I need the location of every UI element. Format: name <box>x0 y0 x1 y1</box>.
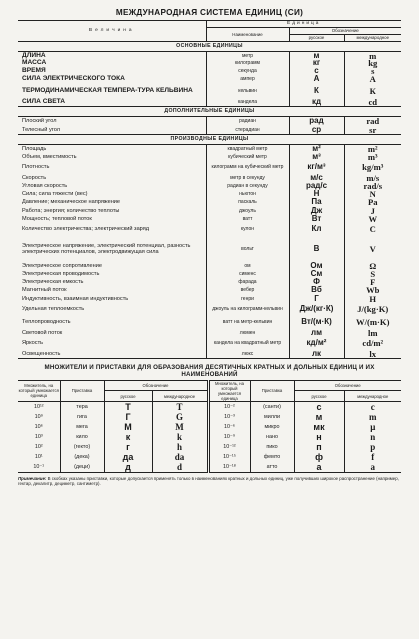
prefix-name: гига <box>60 412 104 422</box>
unit-symbol-russian: Вт <box>289 215 344 223</box>
prefix-symbol-russian: н <box>294 432 344 442</box>
prefix-symbol-international: p <box>344 442 401 452</box>
prefix-symbol-international: n <box>344 432 401 442</box>
unit-row <box>18 99 401 107</box>
unit-row <box>18 153 401 161</box>
prefix-symbol-russian: а <box>294 462 344 473</box>
unit-row <box>18 198 401 206</box>
unit-quantity: Давление; механическое напряжение <box>18 198 206 206</box>
footnote-label: Примечание: <box>18 475 47 481</box>
unit-quantity: Работа; энергия; количество теплоты <box>18 207 206 215</box>
header-russian: русское <box>289 35 344 42</box>
unit-row <box>18 303 401 316</box>
unit-quantity: Электрическое напряжение, электрический потенциал, разность электрических потенциалов, электродвижущая сила <box>18 236 206 262</box>
header-designation: Обозначение <box>289 28 401 35</box>
prefix-multiplier: 10⁹ <box>34 413 43 420</box>
prefix-symbol-international: G <box>152 412 208 422</box>
prefix-header-prefix-right: Приставка <box>250 380 294 401</box>
section-basic <box>18 42 401 52</box>
prefix-multiplier: 10⁻¹⁸ <box>208 462 250 473</box>
unit-symbol-international: Wb <box>366 285 380 296</box>
unit-symbol-russian: Кл <box>289 223 344 236</box>
unit-symbol-russian: м² <box>289 145 344 153</box>
unit-name: вебер <box>206 287 289 295</box>
unit-quantity: Электрическая емкость <box>18 278 206 286</box>
prefix-table <box>18 380 401 473</box>
unit-symbol-international: А <box>369 74 376 85</box>
prefix-symbol-russian: п <box>294 442 344 452</box>
unit-row <box>18 76 401 84</box>
unit-symbol-russian: См <box>289 270 344 278</box>
footnote-text: В скобках указаны приставки, которые допускается применять только в наименованиях кратных и дольных единиц, уже получивших широкое распространение (например, гектар, декалитр, дециметр, сантиметр). <box>18 475 399 487</box>
prefix-body <box>18 401 401 472</box>
unit-symbol-international: cd <box>368 97 378 108</box>
section-supplementary <box>18 107 401 117</box>
unit-name: кандела <box>206 99 289 107</box>
unit-row <box>18 337 401 350</box>
unit-symbol-russian: К <box>289 84 344 99</box>
prefix-symbol-international: Т <box>152 401 208 412</box>
unit-quantity: Плоский угол <box>18 117 206 126</box>
prefix-table-title: МНОЖИТЕЛИ И ПРИСТАВКИ ДЛЯ ОБРАЗОВАНИЯ ДЕСЯТИЧНЫХ КРАТНЫХ И ДОЛЬНЫХ ЕДИНИЦ И ИХ НАИМЕНОВАНИЙ <box>44 363 375 378</box>
unit-symbol-russian: Н <box>289 190 344 198</box>
unit-name: кубический метр <box>206 153 289 161</box>
unit-name: ватт <box>206 215 289 223</box>
unit-name: генри <box>206 295 289 303</box>
section-title: ПРОИЗВОДНЫЕ ЕДИНИЦЫ <box>18 135 401 145</box>
unit-symbol-international: F <box>370 277 376 288</box>
unit-symbol-international: rad <box>366 116 380 127</box>
unit-quantity: Скорость <box>18 174 206 182</box>
unit-row <box>18 126 401 135</box>
prefix-name: (гекто) <box>60 442 104 452</box>
unit-name: сименс <box>206 270 289 278</box>
unit-name: секунда <box>206 68 289 76</box>
unit-row <box>18 329 401 337</box>
unit-symbol-russian: кг <box>289 60 344 68</box>
unit-name: кандела на квадратный метр <box>206 337 289 350</box>
unit-row <box>18 350 401 358</box>
unit-quantity: Магнитный поток <box>18 287 206 295</box>
prefix-row <box>18 432 401 442</box>
unit-quantity: Электрическая проводимость <box>18 270 206 278</box>
unit-name: паскаль <box>206 198 289 206</box>
unit-row <box>18 117 401 126</box>
unit-symbol-international: Pa <box>367 197 378 208</box>
unit-symbol-russian: Вб <box>289 287 344 295</box>
unit-symbol-russian: кд/м² <box>289 337 344 350</box>
unit-name: ампер <box>206 76 289 84</box>
unit-symbol-russian: А <box>289 76 344 84</box>
unit-row <box>18 190 401 198</box>
unit-symbol-russian: Дж/(кг·К) <box>289 303 344 316</box>
unit-name: вольт <box>206 236 289 262</box>
prefix-symbol-international: f <box>344 452 401 462</box>
prefix-row <box>18 452 401 462</box>
unit-name: метр в секунду <box>206 174 289 182</box>
unit-symbol-russian: Дж <box>289 207 344 215</box>
unit-symbol-russian: Ом <box>289 262 344 270</box>
unit-quantity: Плотность <box>18 161 206 174</box>
unit-symbol-russian: м/с <box>289 174 344 182</box>
prefix-symbol-russian: г <box>104 442 152 452</box>
unit-row <box>18 84 401 99</box>
unit-symbol-russian: Г <box>289 295 344 303</box>
header-name: Наименование <box>206 28 289 42</box>
prefix-header-multiplier-right: Множитель, на который умножается единица <box>208 380 250 401</box>
si-units-table <box>18 20 401 359</box>
unit-row <box>18 68 401 76</box>
unit-symbol-international: J/(kg·K) <box>357 304 389 315</box>
prefix-name: нано <box>250 432 294 442</box>
unit-name: люкс <box>206 350 289 358</box>
prefix-header-designation-left: Обозначение <box>104 380 208 391</box>
unit-symbol-international: V <box>369 243 376 254</box>
unit-symbol-international: N <box>369 189 376 200</box>
prefix-multiplier: 10⁻⁶ <box>208 422 250 432</box>
unit-quantity: Электрическое сопротивление <box>18 262 206 270</box>
prefix-row <box>18 462 401 473</box>
prefix-name: мега <box>60 422 104 432</box>
unit-row <box>18 161 401 174</box>
prefix-multiplier: 10⁻⁹ <box>208 432 250 442</box>
unit-symbol-international: m² <box>367 143 378 154</box>
unit-symbol-international: Ω <box>369 260 377 271</box>
unit-quantity: Телесный угол <box>18 126 206 135</box>
footnote <box>18 476 401 487</box>
unit-symbol-international: lx <box>369 348 377 359</box>
unit-symbol-international: m³ <box>367 151 378 162</box>
prefix-header-prefix-left: Приставка <box>60 380 104 401</box>
prefix-row <box>18 422 401 432</box>
unit-symbol-russian: кг/м³ <box>289 161 344 174</box>
prefix-name: (дека) <box>60 452 104 462</box>
prefix-symbol-russian: с <box>294 401 344 412</box>
unit-name: ватт на метр-кельвин <box>206 316 289 329</box>
unit-name: метр <box>206 52 289 60</box>
unit-name: радиан в секунду <box>206 182 289 190</box>
unit-quantity: Угловая скорость <box>18 182 206 190</box>
unit-quantity: Удельная теплоемкость <box>18 303 206 316</box>
unit-symbol-international: sr <box>369 124 377 135</box>
prefix-symbol-international: h <box>152 442 208 452</box>
section-title: ОСНОВНЫЕ ЕДИНИЦЫ <box>18 42 401 52</box>
unit-symbol-international: kg <box>368 58 378 69</box>
unit-name: стерадиан <box>206 126 289 135</box>
prefix-name: тера <box>60 401 104 412</box>
unit-quantity: Площадь <box>18 145 206 153</box>
unit-quantity: Мощность; тепловой поток <box>18 215 206 223</box>
unit-name: джоуль <box>206 207 289 215</box>
unit-symbol-international: S <box>370 269 376 280</box>
unit-name: фарада <box>206 278 289 286</box>
prefix-symbol-russian: М <box>104 422 152 432</box>
unit-name: ньютон <box>206 190 289 198</box>
header-units: Единица <box>206 21 401 28</box>
unit-row <box>18 174 401 182</box>
unit-symbol-international: Н <box>369 293 377 304</box>
unit-row <box>18 182 401 190</box>
unit-symbol-international: kg/m³ <box>362 162 384 173</box>
unit-name: квадратный метр <box>206 145 289 153</box>
prefix-multiplier: 10¹ <box>34 453 43 460</box>
unit-symbol-international: К <box>369 85 376 96</box>
unit-quantity: СИЛА СВЕТА <box>18 99 206 107</box>
prefix-symbol-russian: мк <box>294 422 344 432</box>
unit-quantity: МАССА <box>18 60 206 68</box>
prefix-header-multiplier-left: Множитель, на который умножается единица <box>18 380 60 401</box>
prefix-multiplier: 10⁻¹ <box>33 463 45 470</box>
section-title: ДОПОЛНИТЕЛЬНЫЕ ЕДИНИЦЫ <box>18 107 401 117</box>
unit-quantity: ДЛИНА <box>18 52 206 60</box>
prefix-symbol-russian: Т <box>104 401 152 412</box>
unit-quantity: Освещенность <box>18 350 206 358</box>
prefix-header-russian-left: русское <box>104 391 152 402</box>
unit-row <box>18 236 401 262</box>
unit-name: кельвин <box>206 84 289 99</box>
prefix-multiplier: 10⁻¹⁵ <box>208 452 250 462</box>
unit-symbol-russian: В <box>289 236 344 262</box>
unit-quantity: ВРЕМЯ <box>18 68 206 76</box>
unit-quantity: Объем, вместимость <box>18 153 206 161</box>
unit-symbol-international: lm <box>367 327 378 338</box>
prefix-symbol-russian: ф <box>294 452 344 462</box>
prefix-name: (санти) <box>250 401 294 412</box>
page-title: МЕЖДУНАРОДНАЯ СИСТЕМА ЕДИНИЦ (СИ) <box>115 8 304 17</box>
unit-symbol-russian: Ф <box>289 278 344 286</box>
prefix-symbol-international: μ <box>344 422 401 432</box>
prefix-row <box>18 401 401 412</box>
unit-name: люмен <box>206 329 289 337</box>
unit-symbol-russian: м³ <box>289 153 344 161</box>
unit-symbol-international: cd/m² <box>362 338 384 349</box>
unit-row <box>18 270 401 278</box>
prefix-multiplier: 10⁻² <box>208 401 250 412</box>
prefix-multiplier: 10³ <box>34 433 43 440</box>
unit-name: ом <box>206 262 289 270</box>
prefix-symbol-russian: д <box>104 462 152 473</box>
unit-row <box>18 60 401 68</box>
prefix-header-international-left: международное <box>152 391 208 402</box>
unit-row <box>18 215 401 223</box>
unit-quantity: Количество электричества; электрический заряд <box>18 223 206 236</box>
prefix-symbol-russian: м <box>294 412 344 422</box>
unit-symbol-international: m <box>369 50 377 61</box>
prefix-symbol-international: m <box>344 412 401 422</box>
unit-symbol-russian: лм <box>289 329 344 337</box>
unit-row <box>18 316 401 329</box>
unit-quantity: Теплопроводность <box>18 316 206 329</box>
unit-quantity: Световой поток <box>18 329 206 337</box>
prefix-name: микро <box>250 422 294 432</box>
si-reference-page <box>18 6 401 487</box>
unit-symbol-russian: лк <box>289 350 344 358</box>
prefix-name: кило <box>60 432 104 442</box>
unit-symbol-russian: кд <box>289 99 344 107</box>
unit-name: килограмм на кубический метр <box>206 161 289 174</box>
prefix-symbol-international: k <box>152 432 208 442</box>
prefix-symbol-russian: к <box>104 432 152 442</box>
unit-symbol-international: rad/s <box>363 180 383 191</box>
unit-symbol-russian: рад <box>289 117 344 126</box>
unit-quantity: Индуктивность, взаимная индуктивность <box>18 295 206 303</box>
prefix-multiplier: 10⁶ <box>34 423 43 430</box>
unit-symbol-international: W/(m·K) <box>356 317 390 328</box>
unit-row <box>18 145 401 153</box>
prefix-symbol-international: d <box>152 462 208 473</box>
unit-symbol-russian: рад/с <box>289 182 344 190</box>
prefix-symbol-international: а <box>344 462 401 473</box>
unit-row <box>18 207 401 215</box>
prefix-name: милли <box>250 412 294 422</box>
prefix-symbol-russian: да <box>104 452 152 462</box>
unit-quantity: ТЕРМОДИНАМИЧЕСКАЯ ТЕМПЕРА-ТУРА КЕЛЬВИНА <box>18 84 206 99</box>
prefix-name: атто <box>250 462 294 473</box>
prefix-header-designation-right: Обозначение <box>294 380 401 391</box>
prefix-symbol-russian: Г <box>104 412 152 422</box>
unit-quantity: СИЛА ЭЛЕКТРИЧЕСКОГО ТОКА <box>18 76 206 84</box>
unit-symbol-international: m/s <box>366 172 380 183</box>
unit-symbol-international: J <box>370 205 375 216</box>
unit-row <box>18 262 401 270</box>
unit-row <box>18 295 401 303</box>
unit-name: килограмм <box>206 60 289 68</box>
unit-quantity: Яркость <box>18 337 206 350</box>
unit-row <box>18 278 401 286</box>
unit-symbol-russian: ср <box>289 126 344 135</box>
unit-symbol-russian: Вт/(м·К) <box>289 316 344 329</box>
prefix-name: пико <box>250 442 294 452</box>
unit-row <box>18 52 401 60</box>
unit-row <box>18 223 401 236</box>
prefix-header-russian-right: русское <box>294 391 344 402</box>
unit-symbol-russian: Па <box>289 198 344 206</box>
unit-symbol-russian: м <box>289 52 344 60</box>
prefix-row <box>18 442 401 452</box>
unit-symbol-international: W <box>368 213 378 224</box>
prefix-header-international-right: международное <box>344 391 401 402</box>
unit-name: кулон <box>206 223 289 236</box>
prefix-symbol-international: с <box>344 401 401 412</box>
header-quantity: Величина <box>18 21 206 42</box>
section-derived <box>18 135 401 145</box>
unit-quantity: Сила; сила тяжести (вес) <box>18 190 206 198</box>
prefix-multiplier: 10¹² <box>33 403 44 410</box>
unit-symbol-russian: с <box>289 68 344 76</box>
prefix-multiplier: 10⁻³ <box>208 412 250 422</box>
prefix-name: фемто <box>250 452 294 462</box>
prefix-multiplier: 10² <box>34 443 43 450</box>
unit-name: радиан <box>206 117 289 126</box>
unit-name: джоуль на килограмм-кельвин <box>206 303 289 316</box>
header-international: международное <box>344 35 401 42</box>
prefix-symbol-international: da <box>152 452 208 462</box>
units-body <box>18 42 401 359</box>
unit-symbol-international: С <box>369 224 376 235</box>
prefix-multiplier: 10⁻¹² <box>208 442 250 452</box>
unit-row <box>18 287 401 295</box>
unit-symbol-international: s <box>371 66 375 77</box>
prefix-symbol-international: М <box>152 422 208 432</box>
prefix-name: (деци) <box>60 462 104 473</box>
prefix-row <box>18 412 401 422</box>
